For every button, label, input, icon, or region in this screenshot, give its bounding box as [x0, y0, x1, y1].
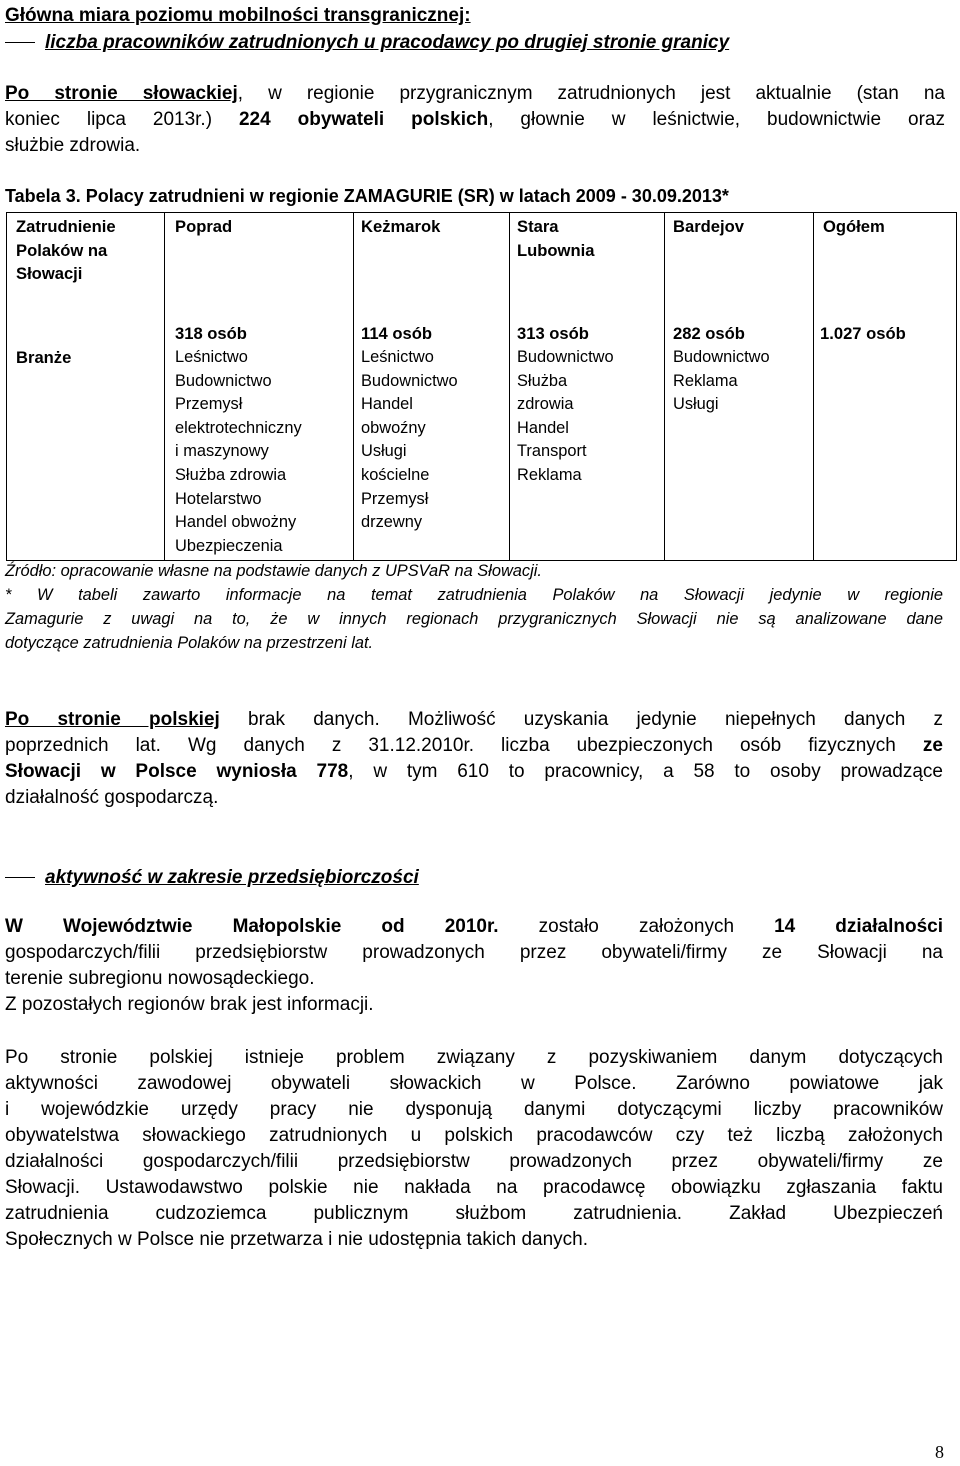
branches-kezmarok: Leśnictwo Budownictwo Handel obwoźny Usługi kościelne Przemysł drzewny: [361, 348, 458, 532]
intro-line-2: koniec lipca 2013r.) 224 obywateli polskich, głownie w leśnictwie, budownictwie oraz: [5, 109, 945, 130]
page-number: 8: [935, 1442, 944, 1462]
table-caption: Tabela 3. Polacy zatrudnieni w regionie ZAMAGURIE (SR) w latach 2009 - 30.09.2013*: [5, 186, 729, 206]
column-header-bardejov: Bardejov: [673, 217, 745, 236]
section-subheading: liczba pracowników zatrudnionych u pracodawcy po drugiej stronie granicy: [5, 30, 729, 56]
table-col-divider: [813, 212, 814, 560]
table-col-divider: [509, 212, 510, 560]
count-total: 1.027 osób: [820, 324, 906, 343]
activity-line-1: W Województwie Małopolskie od 2010r. zostało założonych 14 działalności: [5, 916, 944, 937]
table-source: Źródło: opracowanie własne na podstawie danych z UPSVaR na Słowacji.: [5, 562, 542, 580]
branches-bardejov: Budownictwo Reklama Usługi: [673, 348, 770, 414]
column-header-stara-lubownia: Stara Lubownia: [517, 217, 595, 260]
table-border-left: [6, 212, 7, 560]
final-paragraph-line: aktywności zawodowej obywateli słowackich w Polsce. Zarówno powiatowe jak: [5, 1073, 943, 1094]
polish-side-line-1: Po stronie polskiej brak danych. Możliwość uzyskania jedynie niepełnych danych z: [5, 709, 943, 730]
column-header-kezmarok: Keżmarok: [361, 217, 441, 236]
column-header-poprad: Poprad: [175, 217, 233, 236]
row-label-branches: Branże: [16, 348, 72, 367]
count-stara-lubownia: 313 osób: [517, 324, 589, 343]
table-footnote-line: Zamagurie z uwagi na to, że w innych regionach przygranicznych Słowacji nie są analizowane dane: [5, 610, 943, 628]
polish-side-line-2: poprzednich lat. Wg danych z 31.12.2010r. liczba ubezpieczonych osób fizycznych ze: [5, 735, 943, 756]
polish-side-line-3: Słowacji w Polsce wyniosła 778, w tym 610 to pracownicy, a 58 to osoby prowadzące: [5, 761, 944, 782]
table-corner-header: Zatrudnienie Polaków na Słowacji: [16, 217, 116, 284]
dash-marker: [5, 877, 35, 878]
section-heading: Główna miara poziomu mobilności transgranicznej:: [5, 5, 471, 26]
branches-stara-lubownia: Budownictwo Służba zdrowia Handel Transport Reklama: [517, 348, 614, 484]
activity-heading: aktywność w zakresie przedsiębiorczości: [5, 865, 419, 891]
activity-line-4: Z pozostałych regionów brak jest informacji.: [5, 994, 374, 1015]
table-border-top: [6, 212, 957, 213]
final-paragraph-line: Społecznych w Polsce nie przetwarza i nie udostępnia takich danych.: [5, 1229, 588, 1250]
final-paragraph-line: zatrudnienia cudzoziemca publicznym służbom zatrudnienia. Zakład Ubezpieczeń: [5, 1203, 943, 1224]
table-border-right: [956, 212, 957, 560]
count-bardejov: 282 osób: [673, 324, 745, 343]
final-paragraph-line: Słowacji. Ustawodawstwo polskie nie nakłada na pracodawcę obowiązku zgłaszania faktu: [5, 1177, 943, 1198]
activity-line-2: gospodarczych/filii przedsiębiorstw prowadzonych przez obywateli/firmy ze Słowacji na: [5, 942, 943, 963]
polish-side-line-4: działalność gospodarczą.: [5, 787, 219, 808]
activity-line-3: terenie subregionu nowosądeckiego.: [5, 968, 315, 989]
final-paragraph-line: obywatelstwa słowackiego zatrudnionych u polskich pracodawców czy też liczbą założonych: [5, 1125, 943, 1146]
count-kezmarok: 114 osób: [361, 324, 433, 343]
intro-line-3: służbie zdrowia.: [5, 135, 141, 156]
table-footnote-line: * W tabeli zawarto informacje na temat zatrudnienia Polaków na Słowacji jedynie w regionie: [5, 586, 943, 604]
column-header-total: Ogółem: [823, 217, 885, 236]
table-footnote-line: dotyczące zatrudnienia Polaków na przestrzeni lat.: [5, 634, 374, 652]
table-col-divider: [164, 212, 165, 560]
final-paragraph-line: i wojewódzkie urzędy pracy nie dysponują danymi dotyczącymi liczby pracowników: [5, 1099, 943, 1120]
branches-poprad: Leśnictwo Budownictwo Przemysł elektrotechniczny i maszynowy Służba zdrowia Hotelarstwo Handel obwożny Ubezpieczenia: [175, 348, 302, 555]
intro-line-1: Po stronie słowackiej, w regionie przygranicznym zatrudnionych jest aktualnie (stan na: [5, 83, 945, 104]
table-col-divider: [664, 212, 665, 560]
count-poprad: 318 osób: [175, 324, 247, 343]
table-col-divider: [353, 212, 354, 560]
final-paragraph-line: Po stronie polskiej istnieje problem związany z pozyskiwaniem danym dotyczących: [5, 1047, 943, 1068]
final-paragraph-line: działalności gospodarczych/filii przedsiębiorstw prowadzonych przez obywateli/firmy ze: [5, 1151, 943, 1172]
dash-marker: [5, 42, 35, 43]
